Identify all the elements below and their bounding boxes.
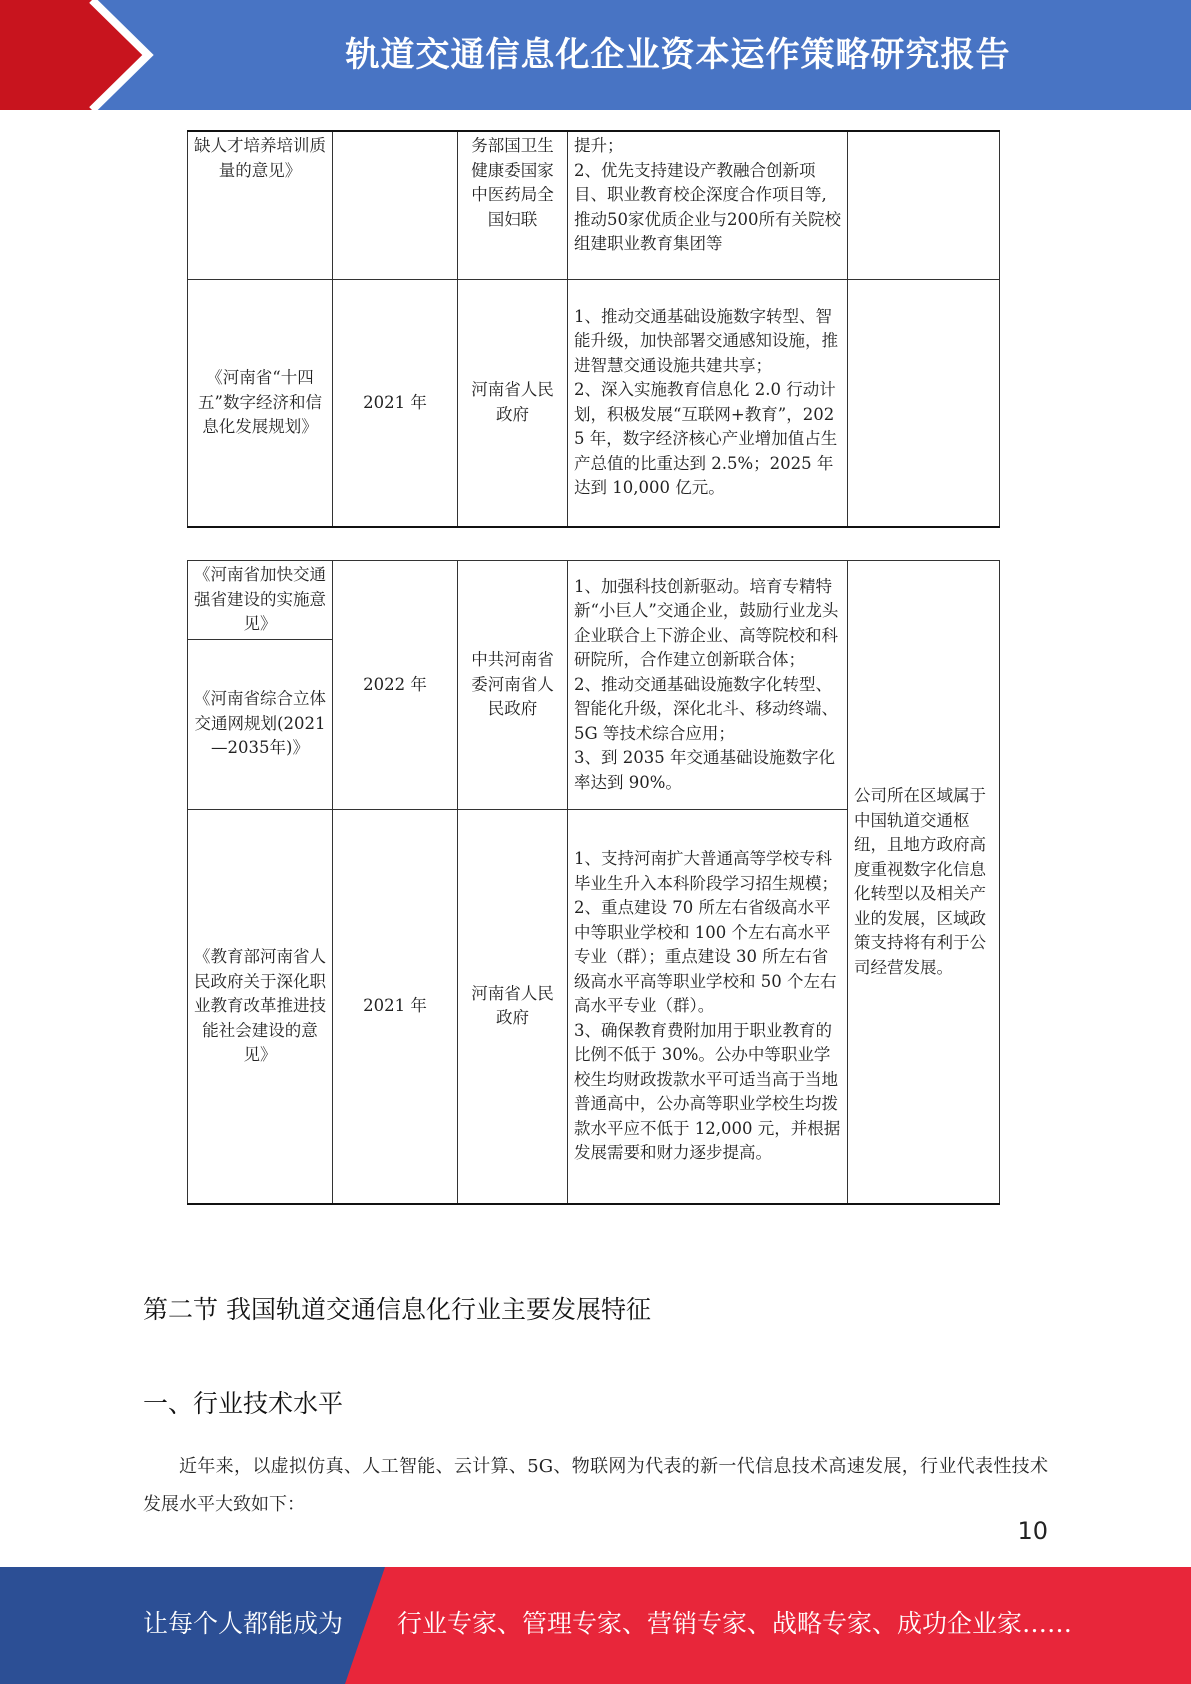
policy-year-cell	[333, 131, 458, 279]
table-row	[188, 131, 1000, 279]
report-title: 轨道交通信息化企业资本运作策略研究报告	[345, 35, 1011, 75]
policy-name-cell: 《河南省加快交通强省建设的实施意见》	[188, 561, 333, 640]
content-item: 1、支持河南扩大普通高等学校专科毕业生升入本科阶段学习招生规模；	[574, 849, 838, 893]
footer-slogan-left: 让每个人都能成为	[143, 1609, 344, 1638]
report-footer	[0, 1567, 1191, 1684]
content-item: 2、重点建设 70 所左右省级高水平中等职业学校和 100 个左右高水平专业（群）；重点建设 30 所左右省级高水平高等职业学校和 50 个左右高水平专业（群）。	[574, 898, 837, 1015]
section-title: 第二节 我国轨道交通信息化行业主要发展特征	[143, 1295, 651, 1324]
content-item: 提升；	[574, 136, 624, 155]
policy-name-cell: 《河南省“十四五”数字经济和信息化发展规划》	[188, 279, 333, 527]
subsection-title: 一、行业技术水平	[143, 1389, 344, 1418]
policy-name-cell: 缺人才培养培训质量的意见》	[188, 131, 333, 279]
footer-slogan-right: 行业专家、管理专家、营销专家、战略专家、成功企业家……	[397, 1609, 1073, 1638]
policy-table-continued	[187, 130, 1000, 528]
content-item: 1、推动交通基础设施数字转型、智能升级，加快部署交通感知设施，推进智慧交通设施共建共享；	[574, 306, 838, 375]
policy-impact-cell	[848, 279, 1000, 527]
table-row	[188, 279, 1000, 527]
policy-year-cell: 2021 年	[333, 809, 458, 1204]
policy-impact-cell: 公司所在区域属于中国轨道交通枢纽，且地方政府高度重视数字化信息化转型以及相关产业的发展，区域政策支持将有利于公司经营发展。	[848, 561, 1000, 1205]
header-arrow-decoration	[0, 0, 160, 110]
content-item: 2、深入实施教育信息化 2.0 行动计划，积极发展“互联网+教育”，2025 年，数字经济核心产业增加值占生产总值的比重达到 2.5%；2025 年达到 10,000 亿元。	[574, 380, 838, 498]
policy-year-cell: 2021 年	[333, 279, 458, 527]
policy-issuer-cell: 中共河南省委河南省人民政府	[458, 561, 568, 810]
page-number: 10	[1017, 1517, 1048, 1545]
content-item: 1、加强科技创新驱动。培育专精特新“小巨人”交通企业，鼓励行业龙头企业联合上下游企业、高等院校和科研院所，合作建立创新联合体；	[574, 576, 839, 669]
table-row	[188, 561, 1000, 640]
body-paragraph: 近年来，以虚拟仿真、人工智能、云计算、5G、物联网为代表的新一代信息技术高速发展，行业代表性技术发展水平大致如下：	[143, 1456, 1048, 1515]
policy-content-cell	[568, 809, 848, 1204]
content-item: 2、优先支持建设产教融合创新项目、职业教育校企深度合作项目等,推动50家优质企业与200所有关院校组建职业教育集团等	[574, 160, 841, 253]
policy-content-cell	[568, 279, 848, 527]
policy-content-cell	[568, 131, 848, 279]
policy-year-cell: 2022 年	[333, 561, 458, 810]
content-item: 2、推动交通基础设施数字化转型、智能化升级，深化北斗、移动终端、5G 等技术综合应用；	[574, 674, 838, 743]
policy-content-cell	[568, 561, 848, 810]
policy-issuer-cell: 务部国卫生健康委国家中医药局全国妇联	[458, 131, 568, 279]
policy-name-cell: 《河南省综合立体交通网规划(2021—2035年)》	[188, 639, 333, 809]
policy-issuer-cell: 河南省人民政府	[458, 279, 568, 527]
policy-name-cell: 《教育部河南省人民政府关于深化职业教育改革推进技能社会建设的意见》	[188, 809, 333, 1204]
policy-impact-cell	[848, 131, 1000, 279]
policy-issuer-cell: 河南省人民政府	[458, 809, 568, 1204]
content-item: 3、到 2035 年交通基础设施数字化率达到 90%。	[574, 748, 835, 792]
content-item: 3、确保教育费附加用于职业教育的比例不低于 30%。公办中等职业学校生均财政拨款水平可适当高于当地普通高中，公办高等职业学校生均拨款水平应不低于 12,000 元，并根据发展需要和财力逐步提高。	[574, 1020, 841, 1162]
report-header	[0, 0, 1191, 110]
policy-table	[187, 560, 1000, 1205]
